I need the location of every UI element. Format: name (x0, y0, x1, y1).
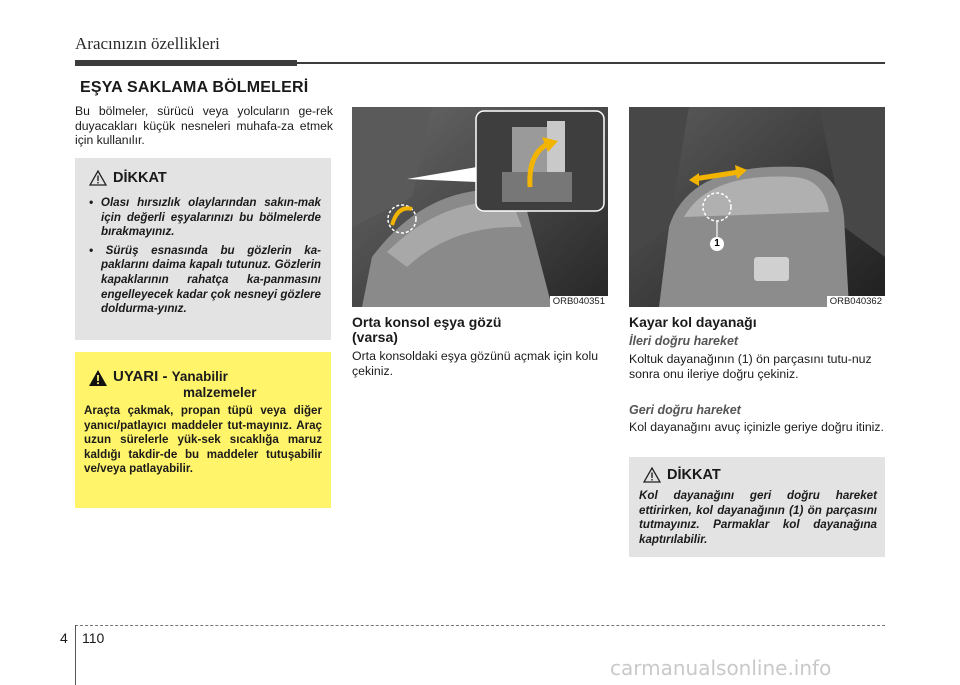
caution-triangle-icon (643, 467, 661, 483)
page-number: 110 (82, 630, 105, 646)
center-console-image (352, 107, 608, 307)
section-number: 4 (60, 630, 68, 646)
warning-box (75, 352, 331, 508)
center-console-illustration (352, 107, 608, 307)
callout-number: 1 (710, 237, 724, 251)
caution-text: Kol dayanağını geri doğru hareket ettirirken, kol dayanağının (1) ön parçasını tutmayınız. Parmaklar kol dayanağına kaptırılabilir. (639, 489, 877, 546)
header-bar (75, 60, 297, 66)
footer-divider (75, 625, 76, 685)
chapter-title: Aracınızın özellikleri (75, 34, 220, 53)
center-console-text: Orta konsoldaki eşya gözünü açmak için kolu çekiniz. (352, 349, 599, 378)
armrest-heading: Kayar kol dayanağı (629, 314, 757, 330)
armrest-image (629, 107, 885, 307)
caution-item: • Olası hırsızlık olaylarından sakın-mak için değerli eşyalarınızı bu bölmelerde bırakmayınız. (89, 196, 322, 239)
section-title: EŞYA SAKLAMA BÖLMELERİ (80, 79, 309, 96)
warning-subtitle-line2: malzemeler (183, 385, 257, 400)
backward-movement-text: Kol dayanağını avuç içinizle geriye doğru itiniz. (629, 420, 884, 434)
figure-code: ORB040351 (550, 296, 608, 307)
caution-box (75, 158, 331, 340)
warning-text: Araçta çakmak, propan tüpü veya diğer yanıcı/patlayıcı maddeler tut-mayınız. Araç uzun sürelerle yük-sek sıcaklığa maruz kaldığı takdir-de bu maddeler tutuşabilir ve/veya patlayabilir. (84, 404, 322, 476)
warning-subtitle: Yanabilir (171, 369, 228, 384)
backward-movement-title: Geri doğru hareket (629, 403, 741, 417)
figure-code: ORB040362 (827, 296, 885, 307)
header-rule (297, 62, 885, 64)
armrest-illustration (629, 107, 885, 307)
caution-item: • Sürüş esnasında bu gözlerin ka-paklarını daima kapalı tutunuz. Gözlerin kapaklarının rahatça ka-panmasını engelleyecek kadar çok nesneyi gözlere doldurma-yınız. (89, 243, 322, 316)
footer-rule (75, 625, 885, 627)
forward-movement-text: Koltuk dayanağının (1) ön parçasını tutu-nuz sonra onu ileriye doğru çekiniz. (629, 352, 872, 381)
forward-movement-title: İleri doğru hareket (629, 334, 739, 348)
warning-triangle-icon (88, 369, 108, 387)
center-console-heading: Orta konsol eşya gözü (varsa) (352, 314, 502, 345)
caution-box-2 (629, 457, 885, 557)
caution-triangle-icon (89, 170, 107, 186)
intro-paragraph: Bu bölmeler, sürücü veya yolcuların ge-rek duyacakları küçük nesneleri muhafa-za etmek için kullanılır. (75, 104, 333, 148)
watermark: carmanualsonline.info (610, 656, 832, 680)
caution-title: DİKKAT (667, 467, 721, 483)
caution-title: DİKKAT (113, 170, 167, 186)
warning-title: UYARI - (113, 368, 168, 385)
